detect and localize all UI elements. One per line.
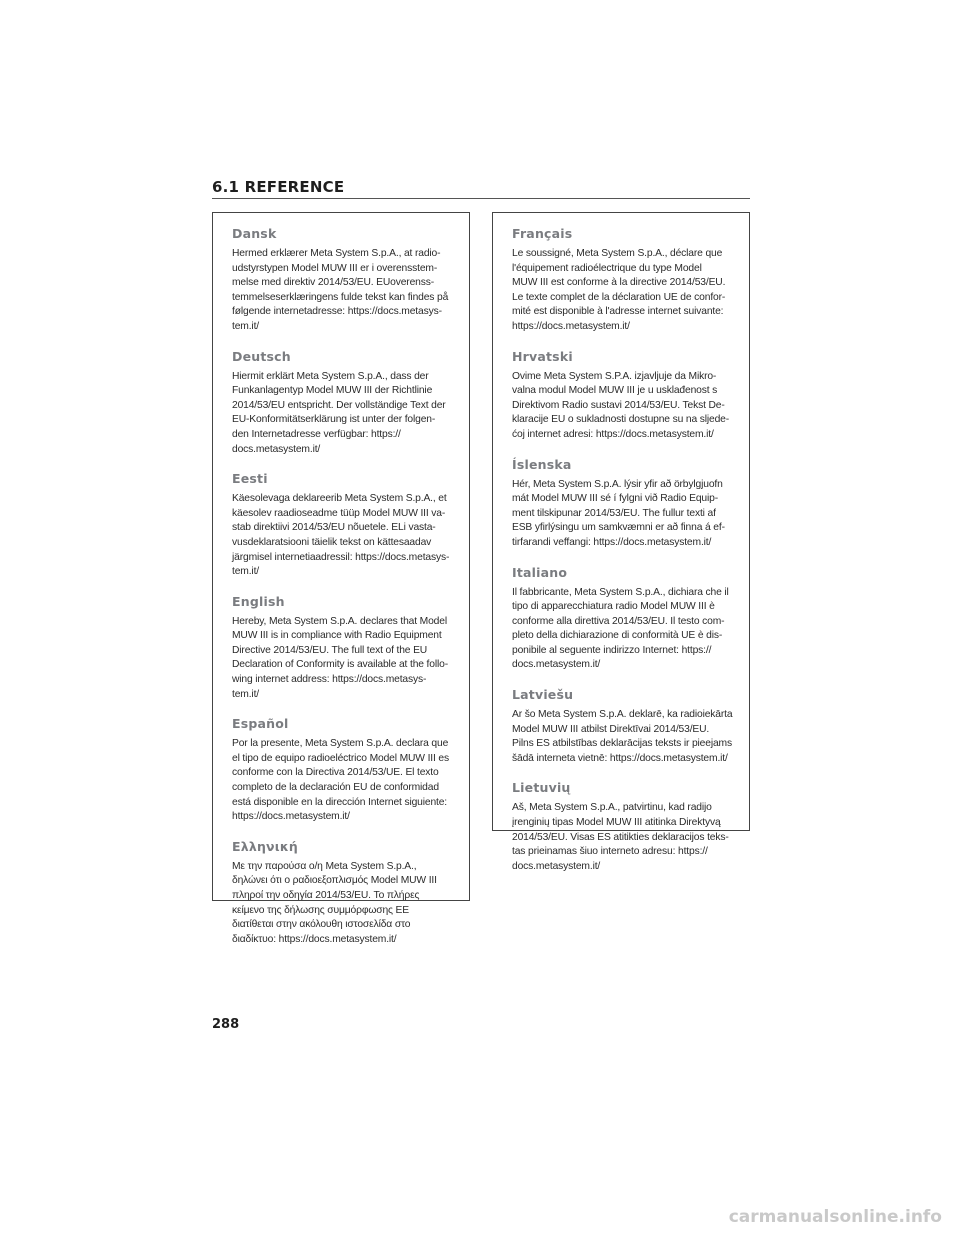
page-number: 288 [212, 1017, 240, 1032]
declaration-text: Hiermit erklärt Meta System S.p.A., dass der Funkanlagentyp Model MUW III der Richtlinie 2014/53/EU entspricht. Der vollständige Text der EU-Konformitätserklärung ist unter der folgen- den Internetadresse verfügbar: https:// docs.metasystem.it/ [232, 370, 446, 455]
declaration-text: Hermed erklærer Meta System S.p.A., at radio- udstyrstypen Model MUW III er i overensstem- melse med direktiv 2014/53/EU. EUoverenss- temmelseserklæringens fulde tekst kan findes på følgende internetadresse: https://docs.metasys- tem.it/ [232, 248, 449, 332]
section-title: 6.1 REFERENCE [212, 178, 345, 196]
declaration-text: Με την παρούσα ο/η Meta System S.p.A., δηλώνει ότι ο ραδιοεξοπλισμός Model MUW III πληροί την οδηγία 2014/53/EU. Το πλήρες κείμενο της δήλωσης συμμόρφωσης ΕΕ διατίθεται στην ακόλουθη ιστοσελίδα στο διαδίκτυο: https://docs.metasystem.it/ [232, 860, 437, 945]
declaration-dansk [232, 226, 462, 335]
declaration-deutsch [232, 349, 462, 458]
declaration-hrvatski [512, 349, 742, 443]
declaration-latviesu [512, 687, 742, 766]
declaration-eesti [232, 471, 462, 580]
declarations-left-column [212, 212, 470, 945]
declaration-text: Käesolevaga deklareerib Meta System S.p.A., et käesolev raadioseadme tüüp Model MUW III va- stab direktiivi 2014/53/EU nõuetele. ELi vasta- vusdeklaratsiooni täielik tekst on kättesaadav järgmisel internetiaadressil: https://docs.metasys- tem.it/ [232, 493, 450, 578]
declaration-text: Ar šo Meta System S.p.A. deklarē, ka radioiekārta Model MUW III atbilst Direktīvai 2014/53/EU. Pilns ES atbilstības deklarācijas teksts ir pieejams šādā interneta vietnē: https://docs.metasystem.it/ [512, 709, 733, 764]
declaration-italiano [512, 565, 742, 674]
watermark-text: carmanualsonline.info [728, 1207, 942, 1227]
language-heading: Latviešu [512, 687, 574, 703]
declarations-right-column [492, 212, 750, 872]
language-heading: Italiano [512, 564, 568, 580]
language-heading: English [232, 593, 285, 609]
section-divider [212, 198, 750, 199]
declaration-text: Il fabbricante, Meta System S.p.A., dichiara che il tipo di apparecchiatura radio Model MUW III è conforme alla direttiva 2014/53/EU. Il testo com- pleto della dichiarazione di conformità UE è dis- ponibile al seguente indirizzo Internet: https:// docs.metasystem.it/ [512, 586, 729, 671]
declaration-text: Hér, Meta System S.p.A. lýsir yfir að örbylgjuofn mát Model MUW III sé í fylgni við Radio Equip- ment tilskipunar 2014/53/EU. The fullur texti af ESB yfirlýsingu um samkvæmni er að finna á ef- tirfarandi veffangi: https://docs.metasystem.it/ [512, 478, 725, 548]
language-heading: Français [512, 226, 573, 241]
language-heading: Hrvatski [512, 348, 573, 364]
language-heading: Ελληνική [232, 838, 299, 854]
declaration-lietuviu [512, 780, 742, 874]
declaration-text: Por la presente, Meta System S.p.A. declara que el tipo de equipo radioeléctrico Model MUW III es conforme con la Directiva 2014/53/UE. El texto completo de la declaración EU de conformidad está disponible en la dirección Internet siguiente: https://docs.metasystem.it/ [232, 738, 449, 823]
language-heading: Eesti [232, 471, 268, 487]
declaration-text: Hereby, Meta System S.p.A. declares that Model MUW III is in compliance with Radio Equipment Directive 2014/53/EU. The full text of the EU Declaration of Conformity is available at the follo- wing internet address: https://docs.metasys- tem.it/ [232, 615, 448, 700]
declaration-text: Le soussigné, Meta System S.p.A., déclare que l'équipement radioélectrique du type Model MUW III est conforme à la directive 2014/53/EU. Le texte complet de la déclaration UE de confor- mité est disponible à l'adresse internet suivante: https://docs.metasystem.it/ [512, 248, 726, 332]
language-heading: Español [232, 716, 289, 732]
language-heading: Lietuvių [512, 780, 571, 796]
language-heading: Dansk [232, 226, 277, 241]
declaration-espanol [232, 716, 462, 825]
declaration-francais [512, 226, 742, 335]
declaration-islenska [512, 457, 742, 551]
declaration-text: Ovime Meta System S.P.A. izjavljuje da Mikro- valna modul Model MUW III je u usklađenost s Direktivom Radio sustavi 2014/53/EU. Tekst De- klaracije EU o sukladnosti dostupne su na sljede- ćoj internet adresi: https://docs.metasystem.it/ [512, 370, 730, 440]
declaration-ellinika [232, 839, 462, 948]
declaration-english [232, 594, 462, 703]
language-heading: Íslenska [512, 456, 572, 472]
language-heading: Deutsch [232, 348, 291, 364]
declaration-text: Aš, Meta System S.p.A., patvirtinu, kad radijo įrenginių tipas Model MUW III atitinka Direktyvą 2014/53/EU. Visas ES atitikties deklaracijos teks- tas prieinamas šiuo interneto adresu: https:// docs.metasystem.it/ [512, 802, 729, 872]
